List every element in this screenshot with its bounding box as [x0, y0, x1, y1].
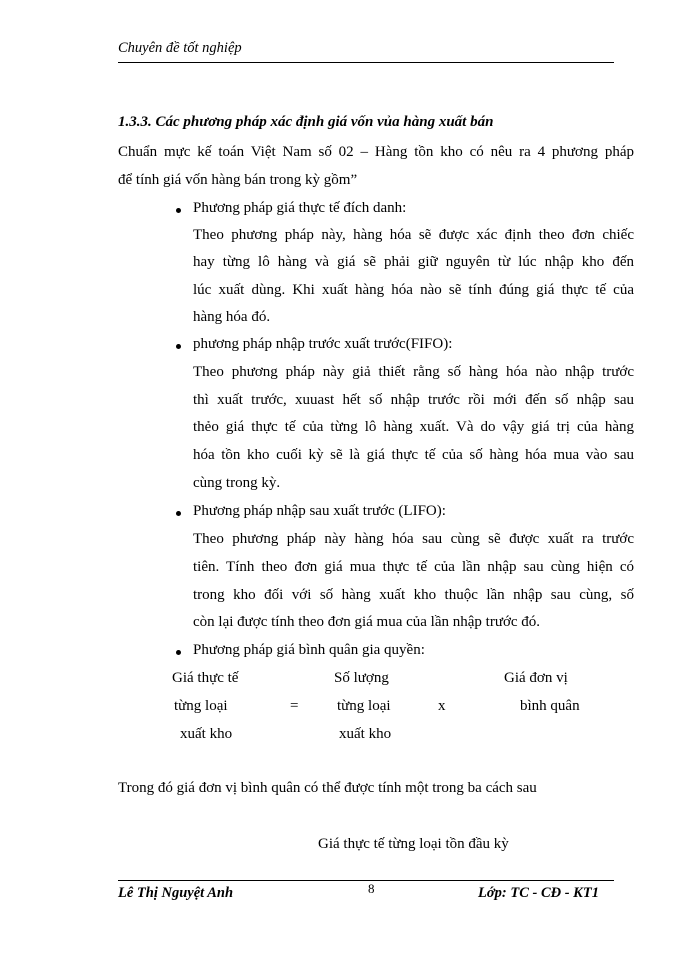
formula-col1-line-1: Giá thực tế	[172, 670, 239, 686]
formula-col3-line-1: Giá đơn vị	[504, 670, 568, 686]
sub-formula-text: Giá thực tế từng loại tồn đầu kỳ	[318, 836, 509, 852]
method-2-line-1: Theo phương pháp này giả thiết rằng số hàng hóa nào nhập trước	[193, 364, 634, 380]
formula-col2-line-3: xuất kho	[339, 726, 392, 742]
page-number: 8	[368, 881, 375, 896]
method-2-line-4: hóa tồn kho cuối kỳ sẽ là giá thực tế của số hàng hóa mua vào sau	[193, 447, 634, 463]
method-3-line-1: Theo phương pháp này hàng hóa sau cùng sẽ được xuất ra trước	[193, 531, 634, 547]
document-header-title: Chuyên đề tốt nghiệp	[118, 40, 242, 56]
method-3-title: Phương pháp nhập sau xuất trước (LIFO):	[193, 503, 446, 519]
method-1-line-4: hàng hóa đó.	[193, 309, 271, 325]
intro-line-1: Chuẩn mực kế toán Việt Nam số 02 – Hàng tồn kho có nêu ra 4 phương pháp	[118, 144, 634, 160]
method-3-line-2: tiên. Tính theo đơn giá mua thực tế của lần nhập sau cùng hiện có	[193, 559, 634, 575]
formula-col1-line-3: xuất kho	[180, 726, 233, 742]
formula-equals: =	[290, 698, 299, 714]
formula-col2-line-1: Số lượng	[334, 670, 389, 686]
footer-author: Lê Thị Nguyệt Anh	[118, 885, 234, 901]
formula-col1-line-2: từng loại	[174, 698, 228, 714]
method-2-line-2: thì xuất trước, xuuast hết số nhập trước rồi mới đến số nhập sau	[193, 392, 634, 408]
method-1-line-3: lúc xuất dùng. Khi xuất hàng hóa nào sẽ tính đúng giá thực tế của	[193, 282, 634, 298]
footer-class: Lớp: TC - CĐ - KT1	[478, 885, 599, 901]
method-2-line-5: cùng trong kỳ.	[193, 475, 281, 491]
intro-line-2: để tính giá vốn hàng bán trong kỳ gồm”	[118, 172, 358, 188]
method-1-line-2: hay từng lô hàng và giá sẽ phải giữ nguyên từ lúc nhập kho đến	[193, 254, 634, 270]
method-4-title: Phương pháp giá bình quân gia quyền:	[193, 642, 425, 658]
bullet-icon	[176, 650, 181, 655]
method-2-title: phương pháp nhập trước xuất trước(FIFO):	[193, 336, 453, 352]
after-formula-text: Trong đó giá đơn vị bình quân có thể được tính một trong ba cách sau	[118, 780, 537, 796]
method-3-line-3: trong kho đối với số hàng xuất kho thuộc lần nhập sau cùng, số	[193, 587, 634, 603]
header-divider	[118, 62, 614, 63]
formula-col2-line-2: từng loại	[337, 698, 391, 714]
formula-times: x	[438, 698, 446, 714]
method-2-line-3: thẻo giá thực tế của từng lô hàng xuất. Và do vậy giá trị của hàng	[193, 419, 634, 435]
bullet-icon	[176, 208, 181, 213]
bullet-icon	[176, 511, 181, 516]
section-heading: 1.3.3. Các phương pháp xác định giá vốn vủa hàng xuất bán	[118, 114, 494, 130]
bullet-icon	[176, 344, 181, 349]
method-1-title: Phương pháp giá thực tế đích danh:	[193, 200, 407, 216]
method-1-line-1: Theo phương pháp này, hàng hóa sẽ được xác định theo đơn chiếc	[193, 227, 634, 243]
formula-col3-line-2: bình quân	[520, 698, 580, 714]
footer-divider	[118, 880, 614, 881]
method-3-line-4: còn lại được tính theo đơn giá mua của lần nhập trước đó.	[193, 614, 541, 630]
